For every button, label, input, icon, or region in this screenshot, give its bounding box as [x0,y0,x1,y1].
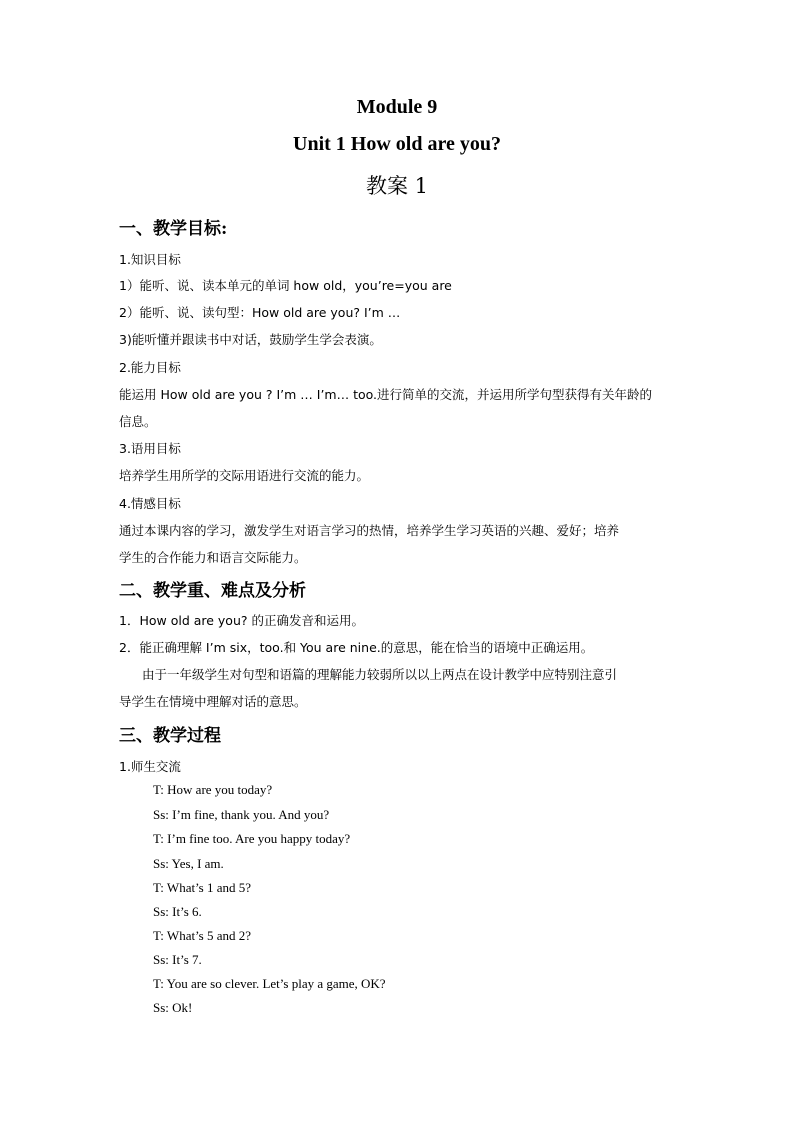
dialog-line: Ss: Yes, I am. [153,856,224,871]
subheading-ability: 2.能力目标 [119,360,181,375]
subheading-language-use: 3.语用目标 [119,441,181,456]
dialog-line: T: You are so clever. Let’s play a game, OK? [153,976,386,991]
ability-text-2: 信息。 [119,414,157,429]
section-heading-process: 三、教学过程 [119,726,221,746]
unit-title: Unit 1 How old are you? [293,133,501,155]
ability-text-1: 能运用 How old are you ? I’m … I’m… too.进行简单的交流，并运用所学句型获得有关年龄的 [119,387,653,402]
knowledge-item-1: 1）能听、说、读本单元的单词 how old，you’re=you are [119,278,452,293]
dialog-line: Ss: It’s 7. [153,952,202,967]
dialog-line: T: What’s 1 and 5? [153,880,252,895]
analysis-text-1: 由于一年级学生对句型和语篇的理解能力较弱所以以上两点在设计教学中应特别注意引 [142,667,618,682]
dialog-line: Ss: Ok! [153,1000,193,1015]
dialog-line: Ss: It’s 6. [153,904,202,919]
step-1-heading: 1.师生交流 [119,759,181,774]
key-point-1: 1．How old are you? 的正确发音和运用。 [119,613,364,628]
dialog-line: T: What’s 5 and 2? [153,928,252,943]
dialog-line: T: How are you today? [153,782,273,797]
language-use-text: 培养学生用所学的交际用语进行交流的能力。 [119,468,370,483]
knowledge-item-2: 2）能听、说、读句型：How old are you? I’m … [119,305,401,320]
knowledge-item-3: 3)能听懂并跟读书中对话，鼓励学生学会表演。 [119,332,382,347]
lesson-title: 教案 1 [365,174,429,198]
dialog-line: Ss: I’m fine, thank you. And you? [153,807,330,822]
module-title: Module 9 [356,96,438,118]
section-heading-key-points: 二、教学重、难点及分析 [119,581,306,601]
emotion-text-2: 学生的合作能力和语言交际能力。 [119,550,307,565]
key-point-2: 2．能正确理解 I’m six，too.和 You are nine.的意思，能在恰当的语境中正确运用。 [119,640,594,655]
section-heading-objectives: 一、教学目标: [119,219,228,239]
dialog-line: T: I’m fine too. Are you happy today? [153,831,351,846]
emotion-text-1: 通过本课内容的学习，激发学生对语言学习的热情，培养学生学习英语的兴趣、爱好；培养 [119,523,620,538]
subheading-emotion: 4.情感目标 [119,496,181,511]
analysis-text-2: 导学生在情境中理解对话的意思。 [119,694,307,709]
subheading-knowledge: 1.知识目标 [119,252,181,267]
